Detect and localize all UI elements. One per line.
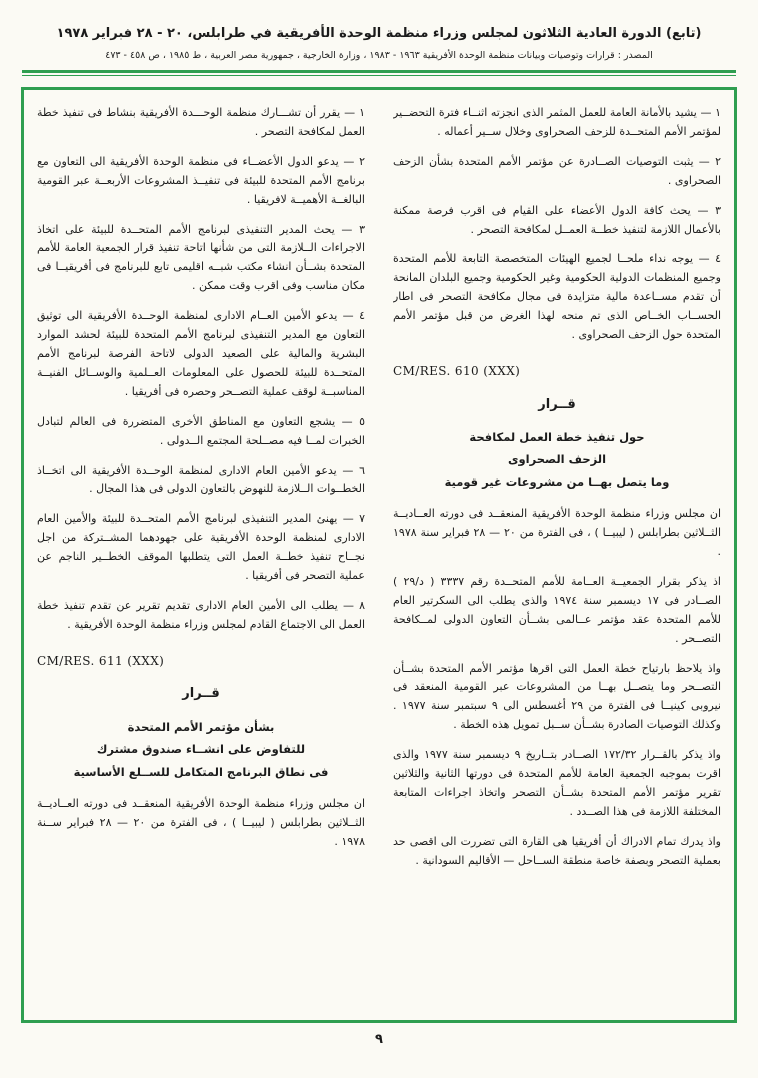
right-column xyxy=(393,104,721,1010)
resolution-subtitle-line: وما يتصل بهــا من مشروعات غير قومية xyxy=(444,474,670,489)
resolution-subtitle-line: فى نطاق البرنامج المتكامل للســلع الأساسية xyxy=(73,764,329,779)
paragraph: واذ يلاحظ بارتياح خطة العمل التى اقرها مؤتمر الأمم المتحدة بشــأن التصــحر وما يتصــل بهــا من المشروعات عبر القومية المنعقد فى نيروبى كينيــا فى الفترة من ٢٩ أغسطس الى ٩ سبتمبر سنة ١٩٧٧ . وكذلك التوصيات الصادرة بشــأن ســبل تمويل هذه الخطة . xyxy=(393,661,721,732)
paragraph: ٣ — يحث المدير التنفيذى لبرنامج الأمم المتحــدة للبيئة على اتخاذ الاجراءات الــلازمة التى من شأنها اتاحة تنفيذ قرار الجمعية العامة للأمم المتحدة بشــأن انشاء مكتب شبــه اقليمى تابع للبرنامج فى أفريقيــا فى مكان مناسب وفى اقرب وقت ممكن . xyxy=(37,222,365,293)
paragraph: ٨ — يطلب الى الأمين العام الادارى تقديم تقرير عن تقدم تنفيذ خطة العمل الى الاجتماع القادم لمجلس وزراء منظمة الوحدة الأفريقية . xyxy=(37,598,365,631)
resolution-subtitle xyxy=(393,426,721,493)
header xyxy=(0,0,758,61)
paragraph: ٥ — يشجع التعاون مع المناطق الأخرى المتضررة فى العالم لتبادل الخبرات لمــا فيه مصــلحة المجتمع الــدولى . xyxy=(37,414,365,447)
paragraph: ١ — يقرر أن تشـــارك منظمة الوحـــدة الأفريقية بنشاط فى تنفيذ خطة العمل لمكافحة التصحر . xyxy=(37,106,365,138)
source-line: المصدر : قرارات وتوصيات وبيانات منظمة الوحدة الأفريقية ١٩٦٣ - ١٩٨٣ ، وزارة الخارجية ، جمهورية مصر العربية ، ط ١٩٨٥ ، ص ٤٥٨ - ٤٧٣ xyxy=(105,50,653,61)
resolution-subtitle-line: الزحف الصحراوى xyxy=(507,452,607,467)
paragraph: ١ — يشيد بالأمانة العامة للعمل المثمر الذى انجزته اثنــاء فترة التحضــير لمؤتمر الأمم المتحــدة للزحف الصحراوى وخلال ســير أعماله . xyxy=(393,106,721,138)
resolution-reference: CM/RES. 611 (XXX) xyxy=(37,653,165,668)
paragraph: واذ يدرك تمام الادراك أن أفريقيا هى القارة التى تضررت الى اقصى حد بعملية التصحر وبصفة خاصة منطقة الســاحل — الأقاليم السودانية . xyxy=(393,834,721,867)
divider-thin-line xyxy=(22,75,736,76)
resolution-subtitle-line: بشأن مؤتمر الأمم المتحدة xyxy=(127,719,275,734)
resolution-heading: قــرار xyxy=(538,396,576,412)
resolution-heading: قــرار xyxy=(182,686,220,702)
header-divider xyxy=(22,70,736,76)
two-column-layout xyxy=(37,104,721,1010)
resolution-subtitle xyxy=(37,716,365,783)
page-title: (تابع) الدورة العادية الثلاثون لمجلس وزراء منظمة الوحدة الأفريقية في طرابلس، ٢٠ - ٢٨ فبراير ١٩٧٨ xyxy=(56,26,702,41)
resolution-subtitle-line: حول تنفيذ خطة العمل لمكافحة xyxy=(469,429,645,444)
paragraph: ٧ — يهنئ المدير التنفيذى لبرنامج الأمم المتحــدة للبيئة والأمين العام الادارى لمنظمة الوحدة الأفريقية على جهودهما المشــتركة من اجل نجــاح تنفيذ خطــة العمل التى يتطلبها الموقف الخطــير الناجم عن عملية التصحر فى أفريقيا . xyxy=(37,512,365,583)
paragraph: ان مجلس وزراء منظمة الوحدة الأفريقية المنعقــد فى دورته العــاديــة الثــلاثين بطرابلس ( ليبيــا ) ، فى الفترة من ٢٠ — ٢٨ فبراير ســنة ١٩٧٨ . xyxy=(37,797,365,848)
paragraph: ٤ — يدعو الأمين العــام الادارى لمنظمة الوحــدة الأفريقية الى توثيق التعاون مع المدير التنفيذى لبرنامج الأمم المتحدة للبيئة لحشد الموارد البشرية والمالية على الصعيد الدولى لاتاحة الفرصة لبرنامج الأمم المتحــدة للبيئة للحصول على المعلومات العــلمية والوســائل الفنيــة المناسبــة لوقف عملية التصــحر وحصره فى أفريقيا . xyxy=(37,309,365,398)
paragraph: ان مجلس وزراء منظمة الوحدة الأفريقية المنعقــد فى دورته العــاديــة الثــلاثين بطرابلس ( ليبيــا ) ، فى الفترة من ٢٠ — ٢٨ فبراير سنة ١٩٧٨ . xyxy=(393,507,721,559)
resolution-subtitle-line: للتفاوض على انشــاء صندوق مشترك xyxy=(96,742,306,757)
paragraph: اذ يذكر بقرار الجمعيــة العــامة للأمم المتحــدة رقم ٣٣٣٧ ( د/٢٩ ) الصــادر فى ١٧ ديسمبر سنة ١٩٧٤ والذى يطلب الى السكرتير العام للأمم المتحدة عقد مؤتمر عــالمى بشــأن التعاون الدولى لمــكافحة التصــحر . xyxy=(393,574,721,645)
divider-thick-line xyxy=(22,70,736,73)
resolution-reference: CM/RES. 610 (XXX) xyxy=(393,363,521,378)
paragraph: ٤ — يوجه نداء ملحــا لجميع الهيئات المتخصصة التابعة للأمم المتحدة وجميع المنظمات الدولية الحكومية وغير الحكومية وجميع البلدان المانحة أن تقدم مســاعدة مالية متزايدة فى مجال مكافحة التصحر فى اطار الحســاب الخــاص الذى تم منحه لهذا الغرض من قبل مؤتمر الأمم المتحدة حول الزحف الصحراوى . xyxy=(393,252,721,342)
content-box xyxy=(21,87,737,1023)
paragraph: واذ يذكر بالقــرار ١٧٢/٣٢ الصــادر بتــاريخ ٩ ديسمبر سنة ١٩٧٧ والذى اقرت بموجبه الجمعية العامة للأمم المتحدة فى دورتها الثانية والثلاثين تقرير مؤتمر الأمم المتحدة بشــأن التصحر واتخاذ اجراءات المتابعة المختلفة اللازمة فى هذا الصــدد . xyxy=(393,748,721,818)
page-number: ٩ xyxy=(375,1032,383,1047)
paragraph: ٢ — يدعو الدول الأعضــاء فى منظمة الوحدة الأفريقية الى التعاون مع برنامج الأمم المتحدة للبيئة فى تنفيــذ المشروعات الأربعــة عبر القومية البالغــة الأهميــة لافريقيا . xyxy=(37,154,365,206)
paragraph: ٣ — يحث كافة الدول الأعضاء على القيام فى اقرب فرصة ممكنة بالأعمال اللازمة لتنفيذ خطــة العمــل لمكافحة التصحر . xyxy=(393,203,721,236)
left-column xyxy=(37,104,365,1010)
paragraph: ٢ — يثبت التوصيات الصــادرة عن مؤتمر الأمم المتحدة بشأن الزحف الصحراوى . xyxy=(393,154,721,187)
paragraph: ٦ — يدعو الأمين العام الادارى لمنظمة الوحــدة الأفريقية الى اتخــاذ الخطــوات الــلازمة للنهوض بالتعاون الدولى فى هذا المجال . xyxy=(37,463,365,496)
